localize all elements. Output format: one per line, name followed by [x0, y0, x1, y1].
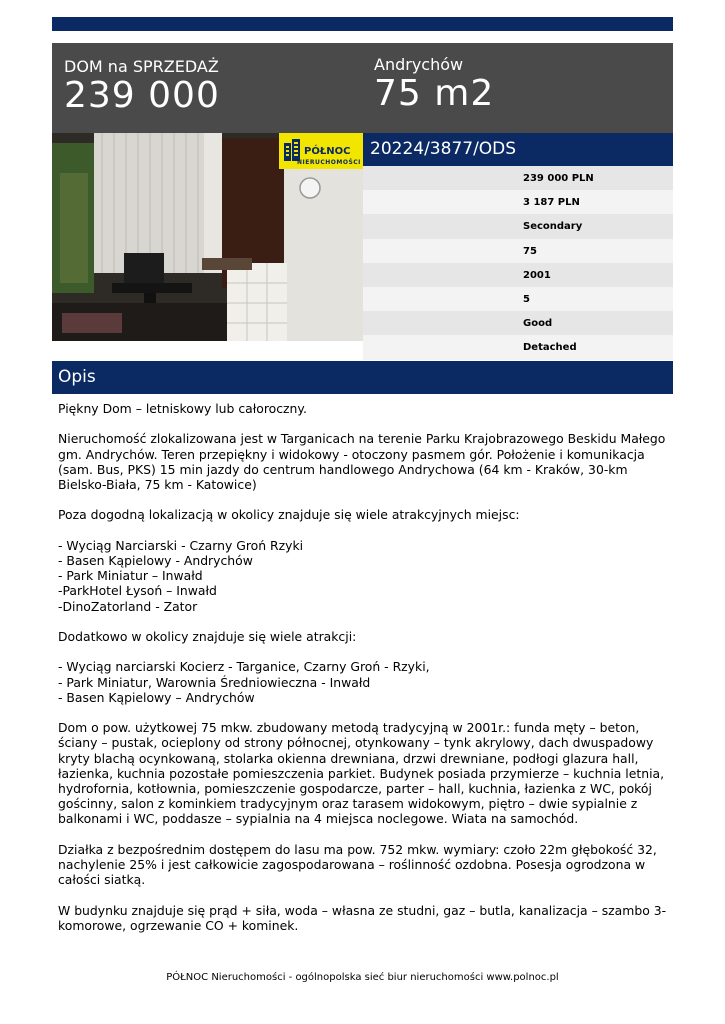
listing-area: 75 m2 [374, 73, 495, 114]
description-paragraph: Działka z bezpośrednim dostępem do lasu ma pow. 752 mkw. wymiary: czoło 22m głębokość 32, nachylenie 25% i jest całkowicie zagospodarowana – roślinność ozdobna. Posesja ogrodzona w całości siatką. [58, 841, 657, 888]
description-paragraph: W budynku znajduje się prąd + siła, woda – własna ze studni, gaz – butla, kanalizacja – szambo 3-komorowe, ogrzewanie CO + kominek. [58, 902, 667, 933]
paragraph-gap [58, 705, 670, 720]
description-title: Opis [58, 367, 96, 387]
listing-price: 239 000 [64, 75, 220, 116]
description-paragraph: - Basen Kąpielowy - Andrychów [58, 552, 253, 568]
property-photo [52, 133, 363, 341]
reference-number: 20224/3877/ODS [370, 139, 517, 159]
paragraph-gap [58, 827, 670, 842]
detail-row [363, 287, 673, 311]
description-paragraph: - Basen Kąpielowy – Andrychów [58, 689, 255, 705]
description-paragraph: - Park Miniatur – Inwałd [58, 568, 203, 584]
paragraph-gap [58, 887, 670, 902]
description-paragraph: Nieruchomość zlokalizowana jest w Targanicach na terenie Parku Krajobrazowego Beskidu Małego gm. Andrychów. Teren przepiękny i widokowy - otoczony pasmem gór. Położenie i komunikacja (sam. Bus, PKS) 15 min jazdy do centrum handlowego Andrychowa (64 km - Kraków, 30-km Bielsko-Biała, 75 km - Katowice) [58, 431, 666, 492]
paragraph-gap [58, 416, 670, 431]
detail-row [363, 214, 673, 238]
detail-market: Secondary [523, 221, 583, 233]
logo-tagline: NIERUCHOMOŚCI [297, 159, 361, 166]
reference-bar [363, 133, 673, 166]
detail-row [363, 239, 673, 263]
detail-price-per-m2: 3 187 PLN [523, 197, 580, 209]
listing-type: DOM na SPRZEDAŻ [64, 57, 219, 76]
description-paragraph: Piękny Dom – letniskowy lub całoroczny. [58, 401, 307, 416]
description-paragraph: - Park Miniatur, Warownia Średniowieczna - Inwałd [58, 674, 371, 690]
paragraph-gap [58, 644, 670, 659]
top-accent-bar [52, 17, 673, 31]
detail-building-type: Detached [523, 342, 577, 354]
description-header [52, 361, 673, 394]
listing-header [52, 43, 673, 133]
paragraph-gap [58, 614, 670, 629]
description-paragraph: - Wyciąg narciarski Kocierz - Targanice, Czarny Groń - Rzyki, [58, 659, 430, 675]
detail-rooms: 5 [523, 293, 530, 305]
description-paragraph: -ParkHotel Łysoń – Inwałd [58, 583, 217, 599]
building-icon [283, 139, 301, 161]
detail-area: 75 [523, 245, 537, 257]
detail-condition: Good [523, 318, 553, 330]
listing-city: Andrychów [374, 55, 464, 74]
detail-row [363, 311, 673, 335]
paragraph-gap [58, 523, 670, 538]
description-paragraph: Poza dogodną lokalizacją w okolicy znajduje się wiele atrakcyjnych miejsc: [58, 507, 520, 523]
detail-row [363, 190, 673, 214]
description-paragraph: Dodatkowo w okolicy znajduje się wiele atrakcji: [58, 628, 357, 644]
description-paragraph: - Wyciąg Narciarski - Czarny Groń Rzyki [58, 537, 304, 553]
logo-name: PÓŁNOC [304, 146, 351, 157]
paragraph-gap [58, 492, 670, 507]
detail-price: 239 000 PLN [523, 173, 594, 184]
footer-text: PÓŁNOC Nieruchomości - ogólnopolska sieć biur nieruchomości www.polnoc.pl [166, 972, 559, 983]
detail-year: 2001 [523, 269, 551, 281]
description-body [58, 401, 670, 933]
description-paragraph: -DinoZatorland - Zator [58, 598, 198, 614]
detail-row [363, 166, 673, 190]
details-table [363, 166, 673, 360]
detail-row [363, 335, 673, 359]
detail-row [363, 263, 673, 287]
company-logo [279, 133, 363, 169]
description-paragraph: Dom o pow. użytkowej 75 mkw. zbudowany metodą tradycyjną w 2001r.: funda męty – beton, ściany – pustak, ocieplony od strony północnej, otynkowany – tynk akrylowy, dach dwuspadowy kryty blachą ocynkowaną, stolarka okienna drewniana, drzwi drewniane, podłogi glazura hall, łazienka, kuchnia pozostałe pomieszczenia parkiet. Budynek posiada przymierze – kuchnia letnia, hydrofornia, kotłownia, pomieszczenie gospodarcze, parter – hall, kuchnia, łazienka z WC, pokój gościnny, salon z kominkiem tradycyjnym oraz tarasem widokowym, piętro – dwie sypialnie z balkonami i WC, poddasze – sypialnia na 4 miejsca noclegowe. Wiata na samochód. [58, 720, 665, 827]
